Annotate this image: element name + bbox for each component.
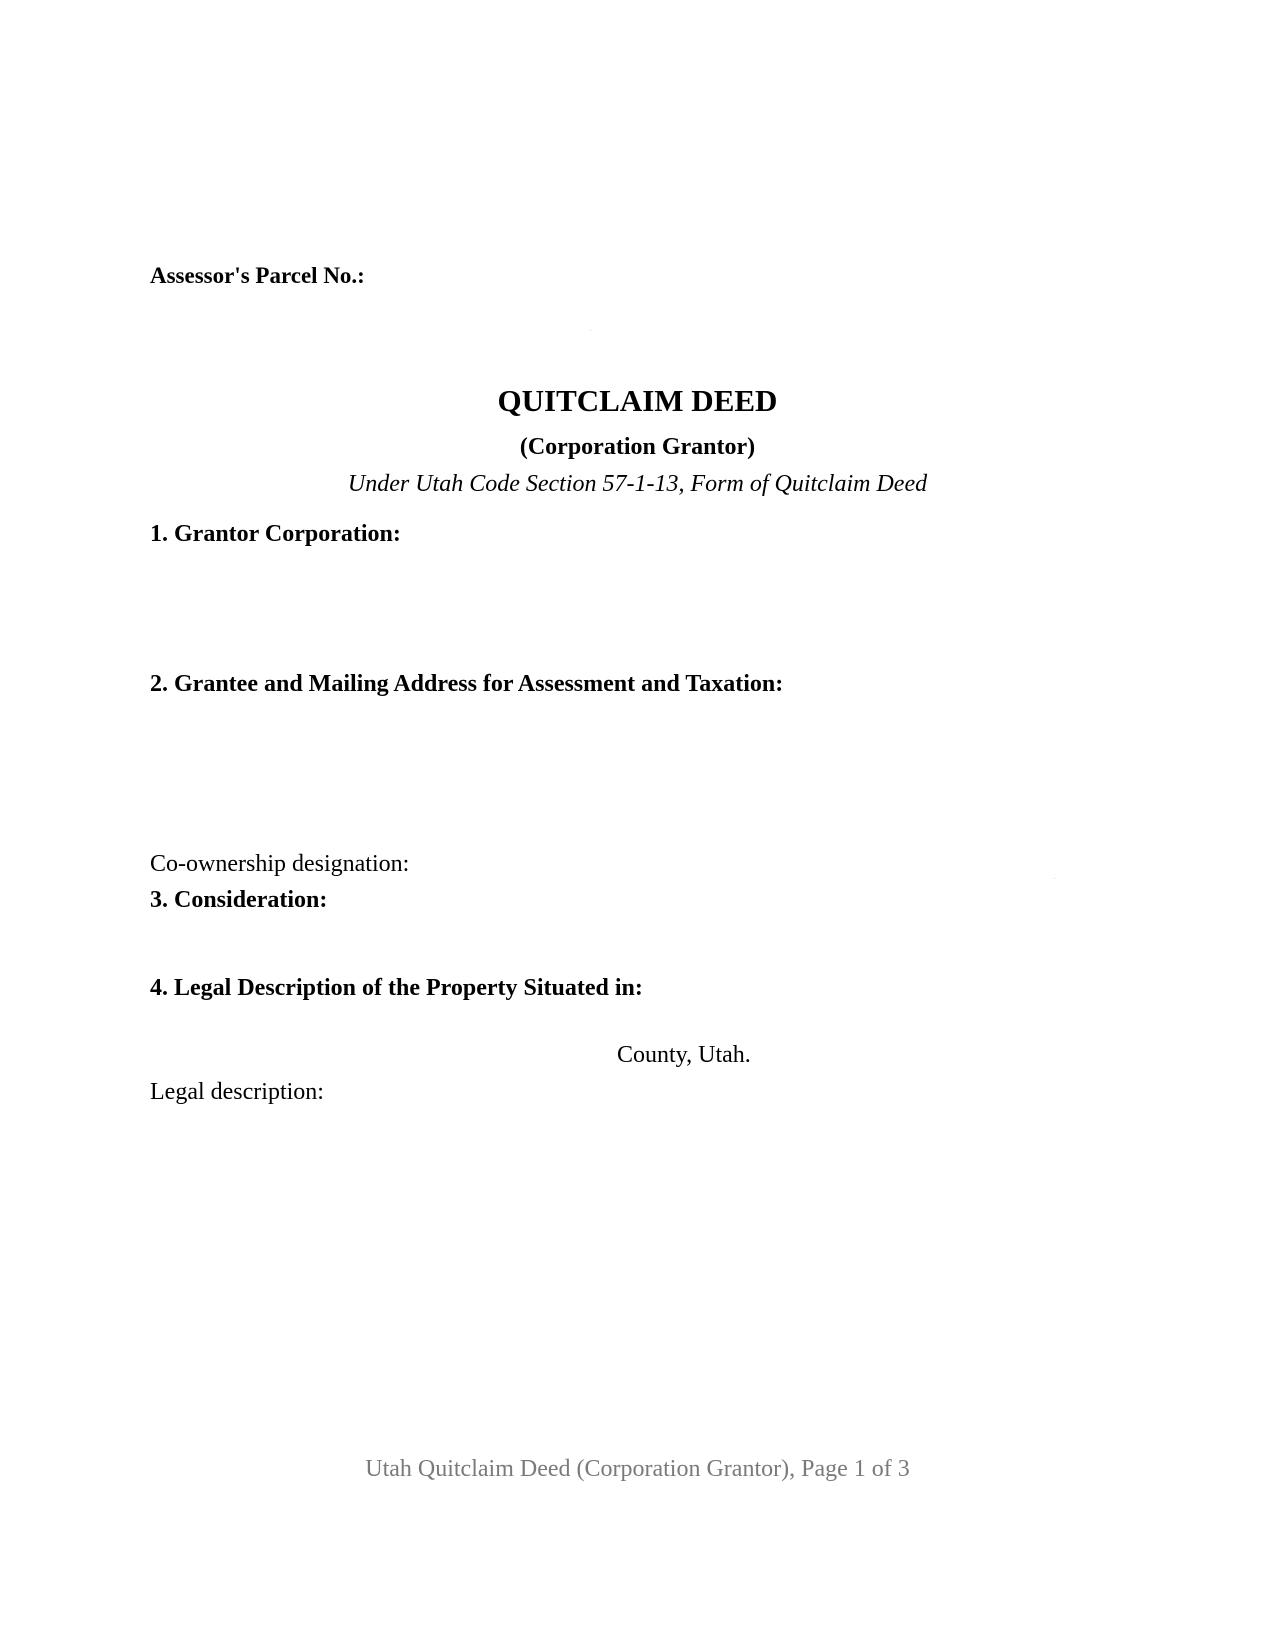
page-footer: Utah Quitclaim Deed (Corporation Grantor), Page 1 of 3	[365, 1456, 910, 1482]
parcel-number-label: Assessor's Parcel No.:	[150, 263, 365, 288]
county-label: County, Utah.	[617, 1042, 751, 1068]
grantee-heading: 2. Grantee and Mailing Address for Assessment and Taxation:	[150, 671, 784, 697]
grantor-heading: 1. Grantor Corporation:	[150, 521, 401, 547]
statute-reference: Under Utah Code Section 57-1-13, Form of Quitclaim Deed	[347, 471, 928, 497]
document-title: QUITCLAIM DEED	[497, 383, 778, 418]
consideration-heading: 3. Consideration:	[150, 887, 328, 913]
page-speck	[1054, 878, 1055, 879]
legal-description-heading: 4. Legal Description of the Property Situated in:	[150, 975, 643, 1001]
page-speck	[590, 330, 591, 331]
legal-description-label: Legal description:	[150, 1079, 324, 1105]
coownership-label: Co-ownership designation:	[150, 851, 410, 877]
document-subtitle: (Corporation Grantor)	[519, 434, 756, 460]
